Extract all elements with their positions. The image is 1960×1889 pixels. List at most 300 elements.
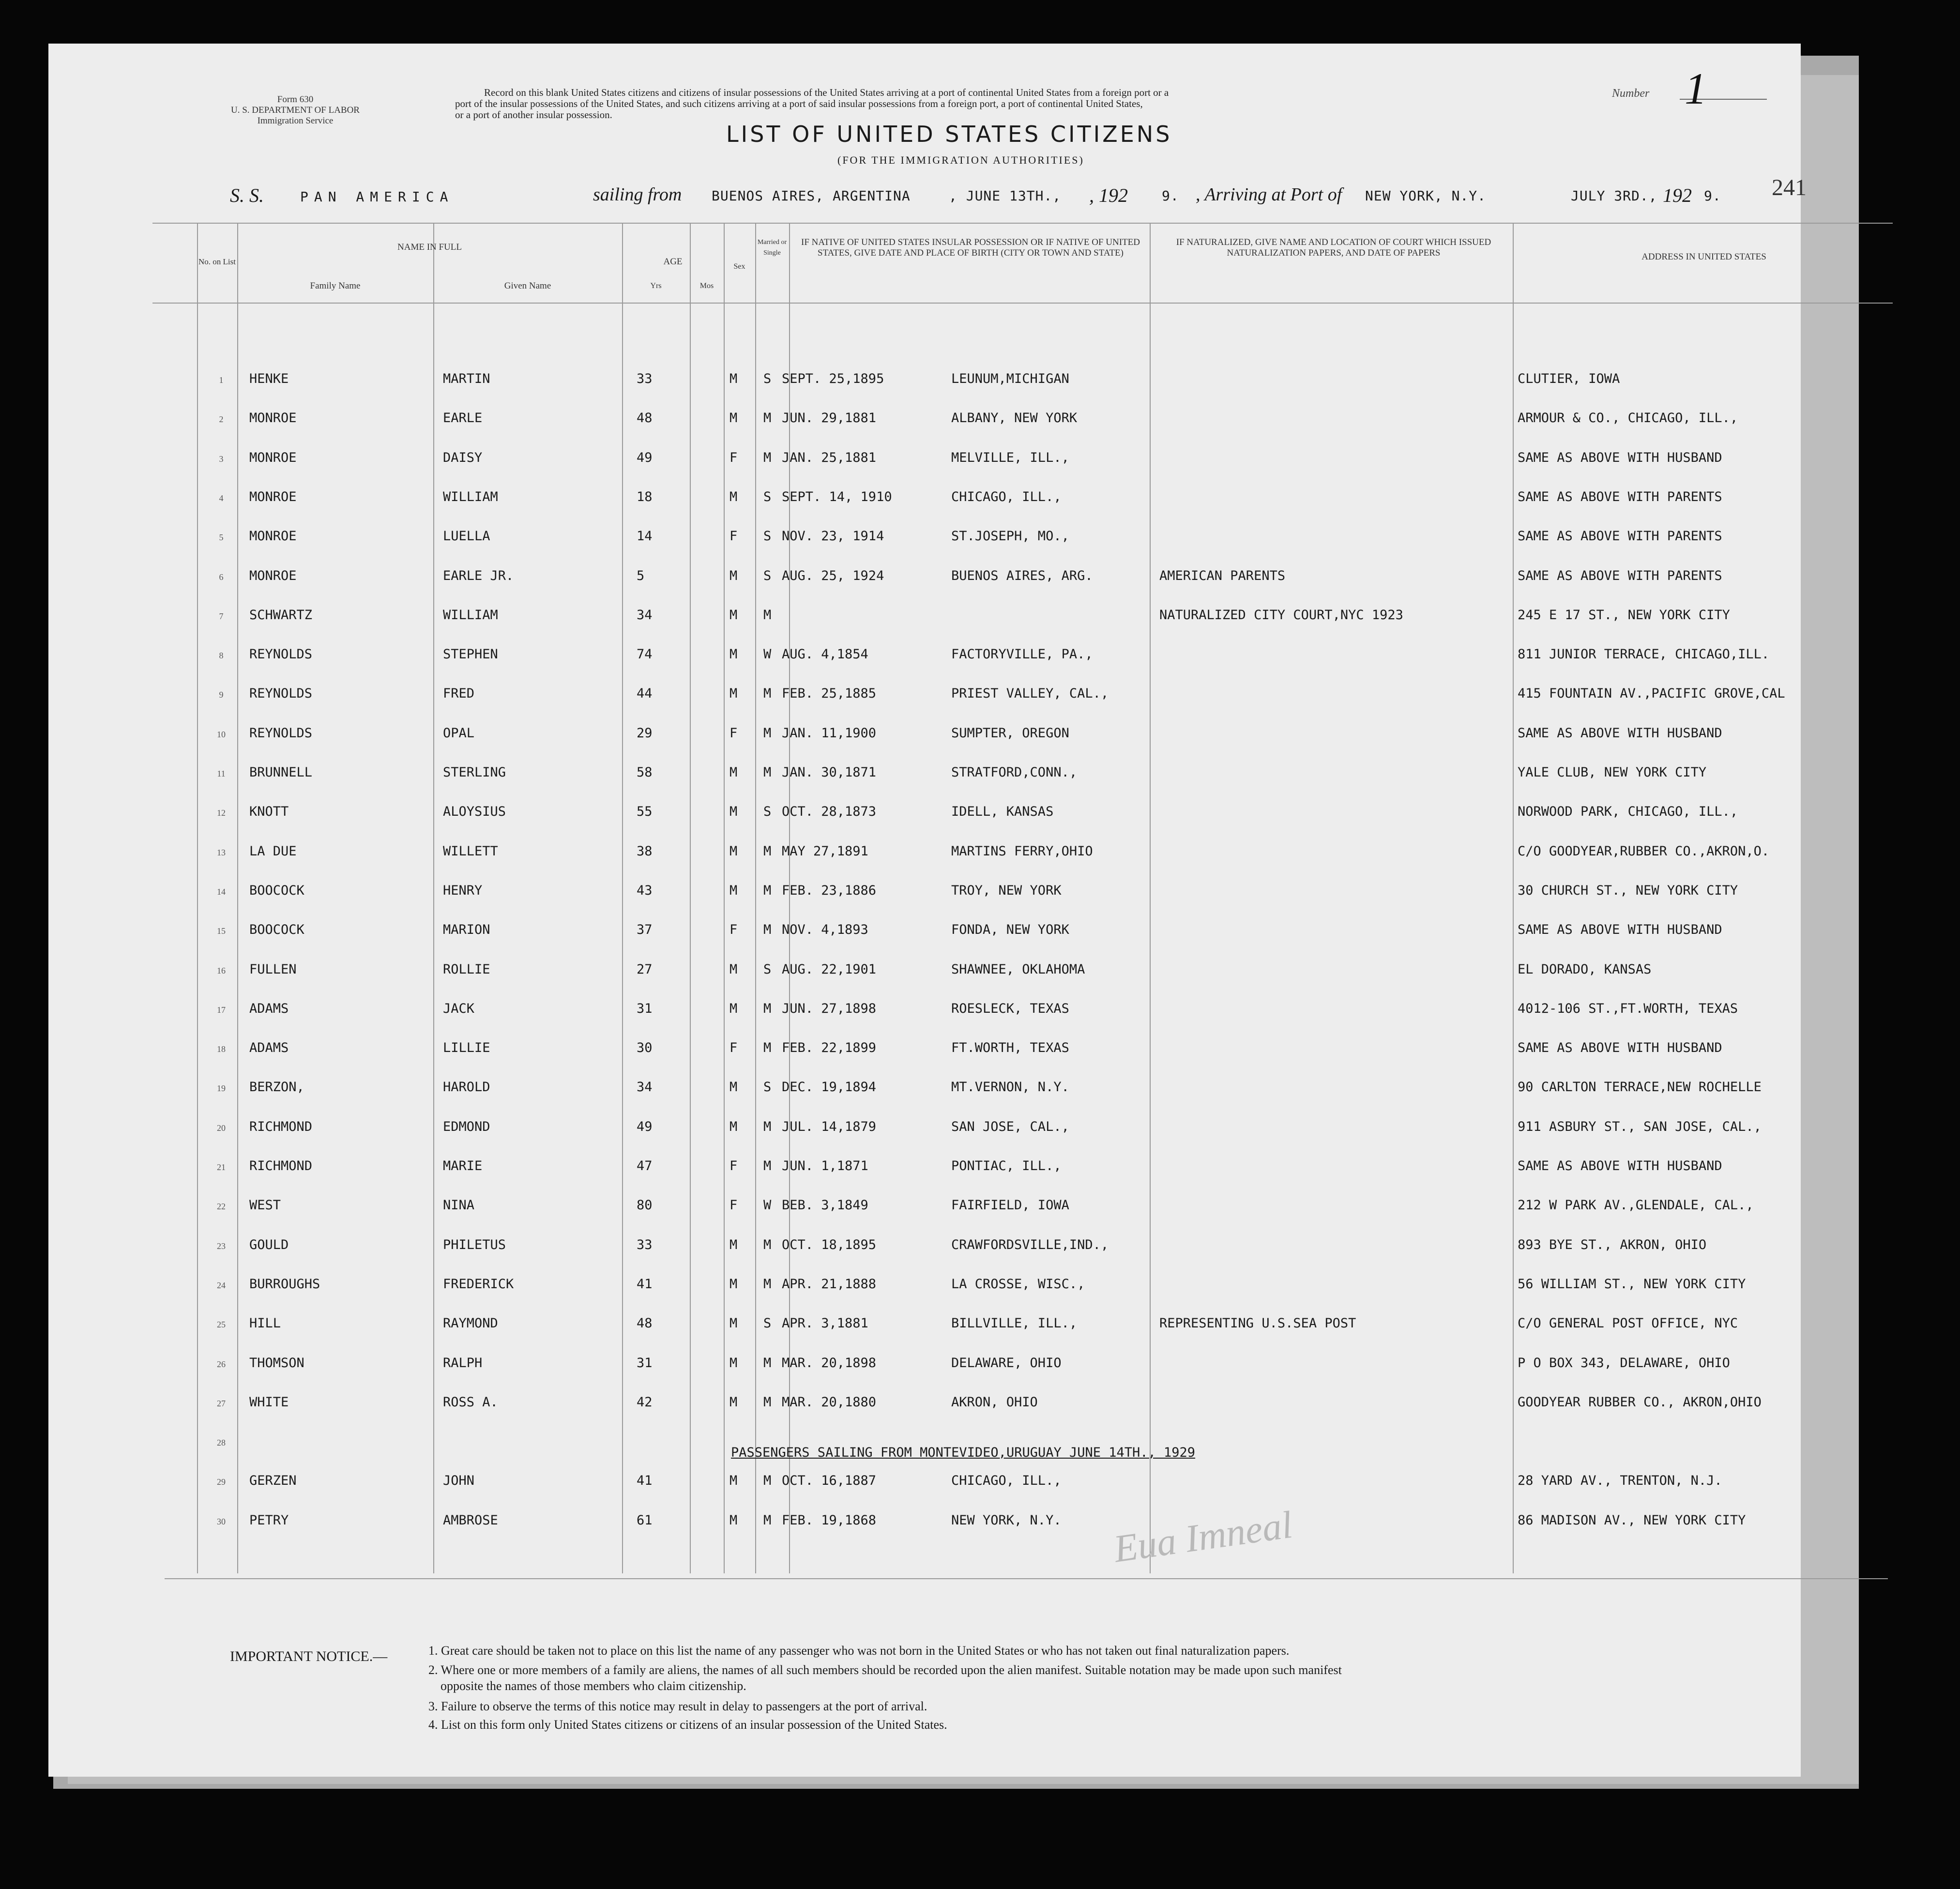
table-row [152,882,1893,921]
table-row [152,1315,1893,1354]
cell-given: MARION [443,922,490,938]
table-row [152,1039,1893,1079]
cell-no: 29 [217,1477,226,1487]
cell-addr: SAME AS ABOVE WITH HUSBAND [1518,1040,1722,1056]
cell-age: 42 [637,1394,653,1410]
cell-place: BUENOS AIRES, ARG. [951,568,1093,583]
cell-sex: F [729,1198,738,1213]
cell-date: FEB. 22,1899 [782,1040,877,1056]
cell-date: NOV. 4,1893 [782,922,868,938]
cell-no: 7 [219,611,224,621]
cell-family: HILL [249,1316,281,1331]
cell-given: MARTIN [443,371,490,386]
cell-place: PRIEST VALLEY, CAL., [951,686,1109,701]
cell-place: AKRON, OHIO [951,1394,1038,1410]
cell-family: MONROE [249,489,297,504]
col-married-single: Married or Single [757,239,787,257]
record-line-3: or a port of another insular possession. [455,109,612,121]
cell-sex: M [729,1473,738,1489]
notice-heading: IMPORTANT NOTICE.— [230,1648,388,1664]
cell-no: 10 [217,729,226,739]
cell-place: FONDA, NEW YORK [951,922,1069,938]
cell-place: SAN JOSE, CAL., [951,1119,1069,1134]
cell-family: BOOCOCK [249,922,304,938]
cell-ms: M [763,1473,772,1489]
col-yrs: Yrs [650,282,662,290]
cell-place: PONTIAC, ILL., [951,1158,1062,1173]
cell-sex: M [729,1316,738,1331]
cell-sex: F [729,922,738,938]
notice-item-2b: opposite the names of those members who claim citizenship. [441,1679,746,1693]
cell-place: ROESLECK, TEXAS [951,1001,1069,1016]
cell-addr: 911 ASBURY ST., SAN JOSE, CAL., [1518,1119,1762,1134]
cell-place: IDELL, KANSAS [951,804,1054,820]
cell-no: 15 [217,926,226,936]
cell-addr: SAME AS ABOVE WITH HUSBAND [1518,1158,1722,1173]
cell-no: 6 [219,572,224,582]
cell-place: ST.JOSEPH, MO., [951,529,1069,544]
cell-addr: 56 WILLIAM ST., NEW YORK CITY [1518,1276,1746,1292]
cell-given: STERLING [443,765,506,780]
cell-no: 14 [217,886,226,897]
cell-age: 34 [637,607,653,623]
cell-sex: F [729,725,738,741]
cell-ms: M [763,1237,772,1252]
cell-sex: M [729,883,738,898]
cell-addr: 245 E 17 ST., NEW YORK CITY [1518,607,1730,623]
cell-addr: 86 MADISON AV., NEW YORK CITY [1518,1512,1746,1528]
cell-age: 43 [637,883,653,898]
table-row [152,1197,1893,1236]
cell-place: STRATFORD,CONN., [951,765,1078,780]
cell-no: 19 [217,1083,226,1094]
cell-no: 20 [217,1123,226,1133]
record-line-2: port of the insular possessions of the United States, and such citizens arriving at a port of said insular possessions from a foreign port, a port of continental United States, [455,98,1143,109]
cell-date: APR. 3,1881 [782,1316,868,1331]
cell-place: LA CROSSE, WISC., [951,1276,1085,1292]
cell-age: 49 [637,1119,653,1134]
cell-given: PHILETUS [443,1237,506,1252]
cell-ms: M [763,883,772,898]
cell-family: BOOCOCK [249,883,304,898]
table-row [152,488,1893,528]
cell-given: ALOYSIUS [443,804,506,820]
cell-age: 38 [637,843,653,859]
cell-age: 14 [637,529,653,544]
cell-addr: 90 CARLTON TERRACE,NEW ROCHELLE [1518,1080,1762,1095]
table-row [152,449,1893,488]
cell-place: FAIRFIELD, IOWA [951,1198,1069,1213]
cell-family: BERZON, [249,1080,304,1095]
arriving-label: , Arriving at Port of [1196,184,1342,205]
col-sex: Sex [733,262,745,271]
cell-date: MAR. 20,1880 [782,1394,877,1410]
cell-family: BURROUGHS [249,1276,320,1292]
record-instructions [455,87,1169,121]
cell-no: 21 [217,1162,226,1172]
cell-sex: F [729,450,738,465]
col-given-name: Given Name [504,281,551,291]
table-row [152,1079,1893,1118]
cell-given: WILLIAM [443,489,498,504]
cell-no: 30 [217,1516,226,1526]
col-no-on-list: No. on List [198,257,236,266]
cell-date: JUN. 1,1871 [782,1158,868,1173]
cell-sex: F [729,529,738,544]
cell-family: ADAMS [249,1001,289,1016]
cell-ms: M [763,1119,772,1134]
cell-family: MONROE [249,450,297,465]
cell-addr: 30 CHURCH ST., NEW YORK CITY [1518,883,1738,898]
cell-place: TROY, NEW YORK [951,883,1062,898]
cell-nat: REPRESENTING U.S.SEA POST [1159,1316,1356,1331]
cell-ms: M [763,725,772,741]
cell-given: WILLETT [443,843,498,859]
cell-date: BEB. 3,1849 [782,1198,868,1213]
table-row [152,1276,1893,1315]
cell-date: JAN. 25,1881 [782,450,877,465]
cell-place: SUMPTER, OREGON [951,725,1069,741]
cell-addr: C/O GOODYEAR,RUBBER CO.,AKRON,O. [1518,843,1770,859]
table-row [152,921,1893,960]
cell-age: 18 [637,489,653,504]
cell-no: 24 [217,1280,226,1290]
number-label: Number [1612,87,1650,100]
cell-no: 22 [217,1202,226,1212]
cell-place: SHAWNEE, OKLAHOMA [951,961,1085,977]
cell-age: 80 [637,1198,653,1213]
cell-given: EDMOND [443,1119,490,1134]
notice-item-4: 4. List on this form only United States citizens or citizens of an insular possession of the United States. [428,1718,947,1732]
cell-no: 17 [217,1005,226,1015]
cell-given: LUELLA [443,529,490,544]
cell-sex: M [729,1276,738,1292]
table-row [152,843,1893,882]
montevideo-note: PASSENGERS SAILING FROM MONTEVIDEO,URUGUAY JUNE 14TH., 1929 [731,1445,1196,1460]
cell-ms: M [763,922,772,938]
cell-addr: SAME AS ABOVE WITH HUSBAND [1518,922,1722,938]
cell-sex: M [729,843,738,859]
cell-no: 26 [217,1359,226,1369]
cell-no: 25 [217,1320,226,1330]
cell-addr: ARMOUR & CO., CHICAGO, ILL., [1518,411,1738,426]
cell-place: MARTINS FERRY,OHIO [951,843,1093,859]
cell-place: MT.VERNON, N.Y. [951,1080,1069,1095]
cell-family: THOMSON [249,1355,304,1371]
cell-ms: S [763,568,772,583]
cell-given: HAROLD [443,1080,490,1095]
table-row [152,567,1893,607]
cell-addr: SAME AS ABOVE WITH PARENTS [1518,568,1722,583]
cell-age: 31 [637,1355,653,1371]
cell-addr: 4012-106 ST.,FT.WORTH, TEXAS [1518,1001,1738,1016]
sailing-year-suffix: 9. [1162,188,1179,204]
cell-no: 16 [217,965,226,975]
cell-age: 34 [637,1080,653,1095]
cell-sex: M [729,1394,738,1410]
arrival-date: JULY 3RD., [1571,188,1657,204]
cell-sex: M [729,568,738,583]
cell-addr: 28 YARD AV., TRENTON, N.J. [1518,1473,1722,1489]
cell-no: 3 [219,454,224,464]
cell-place: DELAWARE, OHIO [951,1355,1062,1371]
cell-age: 47 [637,1158,653,1173]
cell-given: EARLE [443,411,483,426]
cell-addr: SAME AS ABOVE WITH PARENTS [1518,529,1722,544]
cell-addr: SAME AS ABOVE WITH PARENTS [1518,489,1722,504]
cell-family: MONROE [249,568,297,583]
cell-ms: M [763,1158,772,1173]
cell-date: JAN. 11,1900 [782,725,877,741]
cell-age: 37 [637,922,653,938]
cell-age: 74 [637,647,653,662]
cell-place: CHICAGO, ILL., [951,1473,1062,1489]
cell-ms: W [763,647,772,662]
cell-family: WEST [249,1198,281,1213]
cell-family: RICHMOND [249,1119,313,1134]
cell-addr: C/O GENERAL POST OFFICE, NYC [1518,1316,1738,1331]
cell-ms: M [763,1394,772,1410]
cell-place: ALBANY, NEW YORK [951,411,1078,426]
cell-date: OCT. 18,1895 [782,1237,877,1252]
cell-family: REYNOLDS [249,686,313,701]
cell-family: PETRY [249,1512,289,1528]
cell-no: 9 [219,690,224,700]
cell-age: 29 [637,725,653,741]
cell-addr: GOODYEAR RUBBER CO., AKRON,OHIO [1518,1394,1762,1410]
cell-place: BILLVILLE, ILL., [951,1316,1078,1331]
table-row [152,1000,1893,1039]
table-row [152,803,1893,842]
cell-date: NOV. 23, 1914 [782,529,884,544]
cell-addr: EL DORADO, KANSAS [1518,961,1652,977]
cell-family: SCHWARTZ [249,607,313,623]
cell-date: SEPT. 14, 1910 [782,489,892,504]
cell-given: STEPHEN [443,647,498,662]
cell-sex: F [729,1158,738,1173]
cell-family: KNOTT [249,804,289,820]
cell-family: REYNOLDS [249,725,313,741]
cell-no: 23 [217,1241,226,1251]
cell-date: FEB. 19,1868 [782,1512,877,1528]
cell-date: AUG. 22,1901 [782,961,877,977]
cell-addr: 811 JUNIOR TERRACE, CHICAGO,ILL. [1518,647,1770,662]
cell-addr: SAME AS ABOVE WITH HUSBAND [1518,725,1722,741]
cell-date: JUN. 29,1881 [782,411,877,426]
cell-addr: 415 FOUNTAIN AV.,PACIFIC GROVE,CAL [1518,686,1785,701]
cell-sex: M [729,489,738,504]
sailing-date: , JUNE 13TH., [949,188,1062,204]
cell-place: CRAWFORDSVILLE,IND., [951,1237,1109,1252]
cell-given: FREDERICK [443,1276,514,1292]
cell-sex: F [729,1040,738,1056]
cell-sex: M [729,607,738,623]
cell-date: MAR. 20,1898 [782,1355,877,1371]
cell-addr: P O BOX 343, DELAWARE, OHIO [1518,1355,1730,1371]
cell-date: OCT. 28,1873 [782,804,877,820]
cell-given: AMBROSE [443,1512,498,1528]
cell-given: WILLIAM [443,607,498,623]
cell-ms: M [763,765,772,780]
cell-family: WHITE [249,1394,289,1410]
sailing-year-prefix: , 192 [1089,184,1128,206]
table-row [152,370,1893,410]
cell-family: GERZEN [249,1473,297,1489]
cell-sex: M [729,765,738,780]
notice-item-2a: 2. Where one or more members of a family are aliens, the names of all such members should be recorded upon the alien manifest. Suitable notation may be made upon such manifest [428,1663,1342,1677]
cell-given: RALPH [443,1355,483,1371]
form-number: Form 630 [277,94,314,105]
table-row [152,1355,1893,1394]
department-name: U. S. DEPARTMENT OF LABOR [231,105,360,115]
cell-sex: M [729,1237,738,1252]
table-row [152,1118,1893,1158]
notice-item-3: 3. Failure to observe the terms of this notice may result in delay to passengers at the port of arrival. [428,1699,927,1713]
cell-given: DAISY [443,450,483,465]
table-row [152,1512,1893,1551]
cell-family: GOULD [249,1237,289,1252]
cell-age: 48 [637,411,653,426]
cell-age: 49 [637,450,653,465]
number-value: 1 [1685,64,1707,113]
manifest-table [152,223,1893,1573]
arrival-year-prefix: 192 [1663,184,1692,206]
cell-age: 33 [637,1237,653,1252]
cell-family: HENKE [249,371,289,386]
cell-age: 27 [637,961,653,977]
col-name-in-full: NAME IN FULL [397,242,462,252]
cell-ms: M [763,607,772,623]
cell-date: FEB. 25,1885 [782,686,877,701]
cell-date: SEPT. 25,1895 [782,371,884,386]
cell-place: LEUNUM,MICHIGAN [951,371,1069,386]
table-row [152,1236,1893,1276]
cell-date: MAY 27,1891 [782,843,868,859]
cell-place: FT.WORTH, TEXAS [951,1040,1069,1056]
cell-addr: NORWOOD PARK, CHICAGO, ILL., [1518,804,1738,820]
record-line-1: Record on this blank United States citizens and citizens of insular possessions of the United States arriving at a port of continental United States from a foreign port or a [484,87,1169,98]
cell-date: APR. 21,1888 [782,1276,877,1292]
col-birth: IF NATIVE OF UNITED STATES INSULAR POSSESSION OR IF NATIVE OF UNITED STATES, GIVE DATE AND PLACE OF BIRTH (CITY OR TOWN AND STATE) [801,237,1140,258]
table-row [152,410,1893,449]
cell-no: 1 [219,375,224,385]
table-row [152,1394,1893,1433]
cell-no: 5 [219,533,224,543]
cell-age: 58 [637,765,653,780]
cell-nat: AMERICAN PARENTS [1159,568,1286,583]
table-row [152,1158,1893,1197]
table-row [152,607,1893,646]
cell-sex: M [729,1119,738,1134]
arrival-year-suffix: 9. [1704,188,1721,204]
cell-date: FEB. 23,1886 [782,883,877,898]
cell-date: JUL. 14,1879 [782,1119,877,1134]
cell-place: NEW YORK, N.Y. [951,1512,1062,1528]
cell-family: REYNOLDS [249,647,313,662]
cell-ms: S [763,371,772,386]
cell-place: CHICAGO, ILL., [951,489,1062,504]
cell-ms: M [763,1276,772,1292]
cell-date: AUG. 25, 1924 [782,568,884,583]
cell-age: 61 [637,1512,653,1528]
cell-family: BRUNNELL [249,765,313,780]
col-address: ADDRESS IN UNITED STATES [1641,252,1766,262]
cell-ms: M [763,1001,772,1016]
cell-age: 30 [637,1040,653,1056]
cell-date: JAN. 30,1871 [782,765,877,780]
col-family-name: Family Name [310,281,361,291]
ship-name: PAN AMERICA [300,189,454,205]
cell-family: LA DUE [249,843,297,859]
table-row [152,685,1893,724]
cell-no: 2 [219,414,224,425]
table-row [152,764,1893,803]
cell-given: LILLIE [443,1040,490,1056]
sailing-from-port: BUENOS AIRES, ARGENTINA [712,188,911,204]
cell-age: 41 [637,1276,653,1292]
cell-date: JUN. 27,1898 [782,1001,877,1016]
cell-given: NINA [443,1198,475,1213]
cell-given: RAYMOND [443,1316,498,1331]
cell-sex: M [729,804,738,820]
cell-no: 27 [217,1398,226,1408]
cell-no: 28 [217,1438,226,1448]
cell-age: 5 [637,568,645,583]
cell-ms: S [763,961,772,977]
sailing-from-label: sailing from [593,184,682,205]
cell-age: 41 [637,1473,653,1489]
table-row [152,1472,1893,1511]
cell-no: 4 [219,493,224,503]
cell-ms: M [763,450,772,465]
cell-sex: M [729,647,738,662]
manifest-page [48,44,1807,1777]
cell-given: EARLE JR. [443,568,514,583]
cell-date: AUG. 4,1854 [782,647,868,662]
cell-given: JOHN [443,1473,475,1489]
cell-given: HENRY [443,883,483,898]
cell-ms: S [763,1316,772,1331]
cell-date: DEC. 19,1894 [782,1080,877,1095]
cell-ms: S [763,1080,772,1095]
table-row [152,961,1893,1000]
cell-family: MONROE [249,529,297,544]
cell-family: MONROE [249,411,297,426]
cell-given: ROSS A. [443,1394,498,1410]
cell-age: 31 [637,1001,653,1016]
cell-ms: W [763,1198,772,1213]
cell-age: 33 [637,371,653,386]
cell-addr: 212 W PARK AV.,GLENDALE, CAL., [1518,1198,1754,1213]
cell-place: MELVILLE, ILL., [951,450,1069,465]
col-naturalized: IF NATURALIZED, GIVE NAME AND LOCATION OF COURT WHICH ISSUED NATURALIZATION PAPERS, AND DATE OF PAPERS [1176,237,1491,258]
cell-no: 18 [217,1044,226,1054]
cell-age: 44 [637,686,653,701]
cell-place: FACTORYVILLE, PA., [951,647,1093,662]
page-stamp: 241 [1772,175,1807,200]
table-row [152,725,1893,764]
cell-no: 11 [217,769,226,778]
cell-sex: M [729,1355,738,1371]
cell-family: FULLEN [249,961,297,977]
cell-no: 12 [217,808,226,818]
cell-family: RICHMOND [249,1158,313,1173]
cell-addr: 893 BYE ST., AKRON, OHIO [1518,1237,1707,1252]
cell-ms: M [763,1512,772,1528]
col-mos: Mos [699,282,714,290]
cell-addr: YALE CLUB, NEW YORK CITY [1518,765,1707,780]
cell-ms: M [763,1355,772,1371]
